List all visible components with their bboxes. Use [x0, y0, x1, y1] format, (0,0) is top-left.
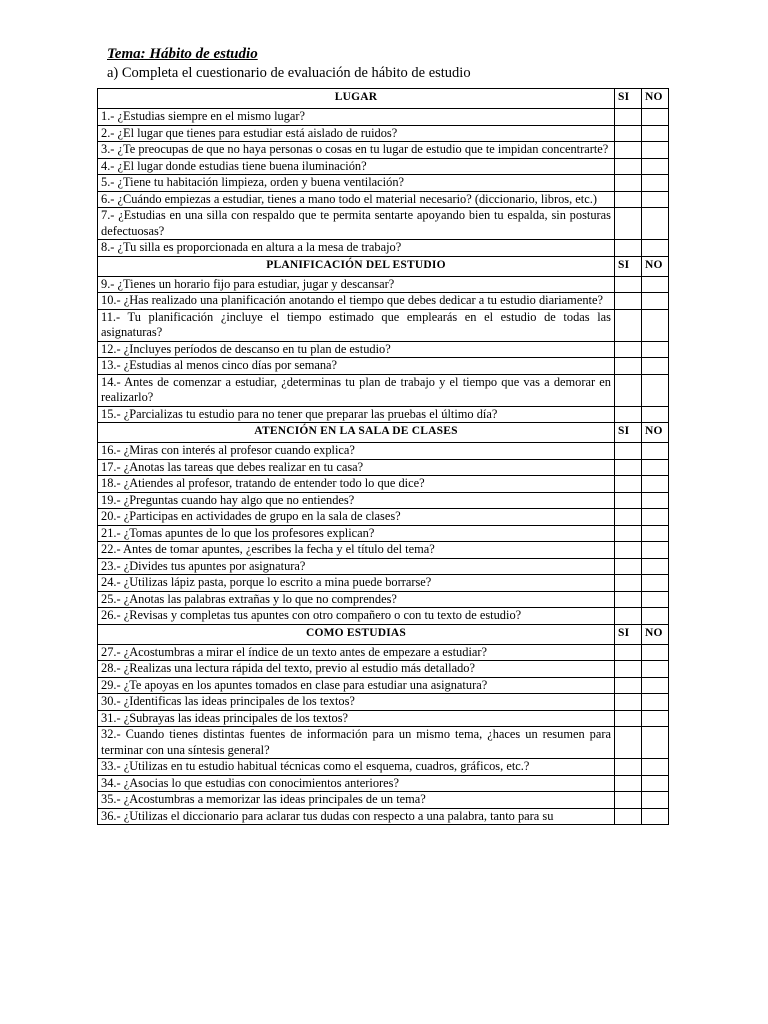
question-text: 7.- ¿Estudias en una silla con respaldo que te permita sentarte apoyando bien tu espalda, sin posturas defectuosas? [98, 208, 615, 240]
no-answer-box[interactable] [642, 727, 669, 759]
question-row [98, 374, 669, 406]
no-answer-box[interactable] [642, 644, 669, 661]
no-answer-box[interactable] [642, 591, 669, 608]
question-text: 36.- ¿Utilizas el diccionario para aclarar tus dudas con respecto a una palabra, tanto para su [98, 808, 615, 825]
question-text: 13.- ¿Estudias al menos cinco días por semana? [98, 358, 615, 375]
no-answer-box[interactable] [642, 443, 669, 460]
no-column-label: NO [642, 624, 669, 644]
si-answer-box[interactable] [615, 710, 642, 727]
no-answer-box[interactable] [642, 661, 669, 678]
si-column-label: SI [615, 256, 642, 276]
si-answer-box[interactable] [615, 591, 642, 608]
question-row [98, 492, 669, 509]
no-answer-box[interactable] [642, 191, 669, 208]
question-text: 10.- ¿Has realizado una planificación anotando el tiempo que debes dedicar a tu estudio diariamente? [98, 293, 615, 310]
si-answer-box[interactable] [615, 476, 642, 493]
question-text: 1.- ¿Estudias siempre en el mismo lugar? [98, 109, 615, 126]
question-text: 16.- ¿Miras con interés al profesor cuando explica? [98, 443, 615, 460]
question-text: 19.- ¿Preguntas cuando hay algo que no entiendes? [98, 492, 615, 509]
question-row [98, 525, 669, 542]
question-row [98, 158, 669, 175]
question-row [98, 476, 669, 493]
si-answer-box[interactable] [615, 808, 642, 825]
no-answer-box[interactable] [642, 309, 669, 341]
section-title: LUGAR [98, 89, 615, 109]
question-text: 11.- Tu planificación ¿incluye el tiempo estimado que emplearás en el estudio de todas las asignaturas? [98, 309, 615, 341]
si-answer-box[interactable] [615, 509, 642, 526]
section-header [98, 89, 669, 109]
no-answer-box[interactable] [642, 677, 669, 694]
section-header [98, 423, 669, 443]
question-text: 29.- ¿Te apoyas en los apuntes tomados en clase para estudiar una asignatura? [98, 677, 615, 694]
question-text: 20.- ¿Participas en actividades de grupo en la sala de clases? [98, 509, 615, 526]
question-row [98, 677, 669, 694]
question-text: 23.- ¿Divides tus apuntes por asignatura? [98, 558, 615, 575]
question-text: 8.- ¿Tu silla es proporcionada en altura a la mesa de trabajo? [98, 240, 615, 257]
question-row [98, 644, 669, 661]
section-title: ATENCIÓN EN LA SALA DE CLASES [98, 423, 615, 443]
question-row [98, 509, 669, 526]
question-text: 30.- ¿Identificas las ideas principales de los textos? [98, 694, 615, 711]
question-row [98, 608, 669, 625]
no-answer-box[interactable] [642, 240, 669, 257]
no-answer-box[interactable] [642, 792, 669, 809]
question-row [98, 276, 669, 293]
si-answer-box[interactable] [615, 727, 642, 759]
no-answer-box[interactable] [642, 374, 669, 406]
question-text: 28.- ¿Realizas una lectura rápida del texto, previo al estudio más detallado? [98, 661, 615, 678]
question-text: 33.- ¿Utilizas en tu estudio habitual técnicas como el esquema, cuadros, gráficos, etc.? [98, 759, 615, 776]
si-answer-box[interactable] [615, 677, 642, 694]
question-row [98, 240, 669, 257]
no-answer-box[interactable] [642, 608, 669, 625]
no-answer-box[interactable] [642, 509, 669, 526]
si-answer-box[interactable] [615, 175, 642, 192]
question-row [98, 759, 669, 776]
si-answer-box[interactable] [615, 792, 642, 809]
si-answer-box[interactable] [615, 374, 642, 406]
question-text: 24.- ¿Utilizas lápiz pasta, porque lo escrito a mina puede borrarse? [98, 575, 615, 592]
question-text: 27.- ¿Acostumbras a mirar el índice de un texto antes de empezare a estudiar? [98, 644, 615, 661]
question-text: 17.- ¿Anotas las tareas que debes realizar en tu casa? [98, 459, 615, 476]
question-text: 5.- ¿Tiene tu habitación limpieza, orden y buena ventilación? [98, 175, 615, 192]
question-row [98, 341, 669, 358]
si-answer-box[interactable] [615, 575, 642, 592]
si-answer-box[interactable] [615, 208, 642, 240]
si-answer-box[interactable] [615, 661, 642, 678]
section-header [98, 256, 669, 276]
si-answer-box[interactable] [615, 358, 642, 375]
no-answer-box[interactable] [642, 208, 669, 240]
question-row [98, 710, 669, 727]
question-row [98, 142, 669, 159]
question-row [98, 125, 669, 142]
si-answer-box[interactable] [615, 459, 642, 476]
question-text: 6.- ¿Cuándo empiezas a estudiar, tienes a mano todo el material necesario? (diccionario, libros, etc.) [98, 191, 615, 208]
no-answer-box[interactable] [642, 710, 669, 727]
no-answer-box[interactable] [642, 142, 669, 159]
question-row [98, 309, 669, 341]
question-row [98, 727, 669, 759]
questionnaire-body [98, 89, 669, 825]
question-text: 34.- ¿Asocias lo que estudias con conocimientos anteriores? [98, 775, 615, 792]
si-answer-box[interactable] [615, 109, 642, 126]
no-answer-box[interactable] [642, 542, 669, 559]
si-answer-box[interactable] [615, 759, 642, 776]
no-answer-box[interactable] [642, 109, 669, 126]
question-row [98, 293, 669, 310]
si-answer-box[interactable] [615, 158, 642, 175]
no-answer-box[interactable] [642, 358, 669, 375]
question-text: 3.- ¿Te preocupas de que no haya personas o cosas en tu lugar de estudio que te impidan concentrarte? [98, 142, 615, 159]
si-answer-box[interactable] [615, 775, 642, 792]
no-answer-box[interactable] [642, 808, 669, 825]
questionnaire-table [97, 88, 669, 825]
no-column-label: NO [642, 89, 669, 109]
si-answer-box[interactable] [615, 443, 642, 460]
no-answer-box[interactable] [642, 276, 669, 293]
no-answer-box[interactable] [642, 476, 669, 493]
no-answer-box[interactable] [642, 175, 669, 192]
si-answer-box[interactable] [615, 309, 642, 341]
no-answer-box[interactable] [642, 775, 669, 792]
question-text: 32.- Cuando tienes distintas fuentes de información para un mismo tema, ¿haces un resumen para terminar con una síntesis general? [98, 727, 615, 759]
no-answer-box[interactable] [642, 406, 669, 423]
si-answer-box[interactable] [615, 191, 642, 208]
question-text: 31.- ¿Subrayas las ideas principales de los textos? [98, 710, 615, 727]
si-answer-box[interactable] [615, 142, 642, 159]
no-answer-box[interactable] [642, 492, 669, 509]
question-text: 4.- ¿El lugar donde estudias tiene buena iluminación? [98, 158, 615, 175]
si-answer-box[interactable] [615, 608, 642, 625]
question-text: 15.- ¿Parcializas tu estudio para no tener que preparar las pruebas el último día? [98, 406, 615, 423]
si-column-label: SI [615, 624, 642, 644]
si-answer-box[interactable] [615, 406, 642, 423]
question-row [98, 406, 669, 423]
section-title: PLANIFICACIÓN DEL ESTUDIO [98, 256, 615, 276]
no-answer-box[interactable] [642, 759, 669, 776]
question-text: 35.- ¿Acostumbras a memorizar las ideas principales de un tema? [98, 792, 615, 809]
si-answer-box[interactable] [615, 542, 642, 559]
question-text: 21.- ¿Tomas apuntes de lo que los profesores explican? [98, 525, 615, 542]
no-answer-box[interactable] [642, 575, 669, 592]
si-answer-box[interactable] [615, 341, 642, 358]
question-row [98, 558, 669, 575]
no-answer-box[interactable] [642, 558, 669, 575]
si-column-label: SI [615, 89, 642, 109]
question-row [98, 575, 669, 592]
question-row [98, 443, 669, 460]
si-answer-box[interactable] [615, 525, 642, 542]
question-text: 22.- Antes de tomar apuntes, ¿escribes la fecha y el título del tema? [98, 542, 615, 559]
si-answer-box[interactable] [615, 240, 642, 257]
si-column-label: SI [615, 423, 642, 443]
question-text: 25.- ¿Anotas las palabras extrañas y lo que no comprendes? [98, 591, 615, 608]
question-text: 9.- ¿Tienes un horario fijo para estudiar, jugar y descansar? [98, 276, 615, 293]
si-answer-box[interactable] [615, 694, 642, 711]
question-row [98, 191, 669, 208]
question-text: 26.- ¿Revisas y completas tus apuntes con otro compañero o con tu texto de estudio? [98, 608, 615, 625]
question-row [98, 208, 669, 240]
no-column-label: NO [642, 423, 669, 443]
section-header [98, 624, 669, 644]
question-text: 18.- ¿Atiendes al profesor, tratando de entender todo lo que dice? [98, 476, 615, 493]
question-row [98, 175, 669, 192]
question-row [98, 459, 669, 476]
question-row [98, 775, 669, 792]
no-answer-box[interactable] [642, 158, 669, 175]
si-answer-box[interactable] [615, 293, 642, 310]
question-row [98, 694, 669, 711]
no-answer-box[interactable] [642, 525, 669, 542]
no-answer-box[interactable] [642, 459, 669, 476]
question-row [98, 661, 669, 678]
question-row [98, 109, 669, 126]
no-answer-box[interactable] [642, 125, 669, 142]
instructions: a) Completa el cuestionario de evaluación de hábito de estudio [107, 65, 471, 81]
no-answer-box[interactable] [642, 694, 669, 711]
section-title: COMO ESTUDIAS [98, 624, 615, 644]
question-row [98, 808, 669, 825]
question-row [98, 591, 669, 608]
si-answer-box[interactable] [615, 492, 642, 509]
question-row [98, 792, 669, 809]
question-row [98, 358, 669, 375]
document-title: Tema: Hábito de estudio [107, 46, 258, 62]
si-answer-box[interactable] [615, 644, 642, 661]
no-column-label: NO [642, 256, 669, 276]
si-answer-box[interactable] [615, 276, 642, 293]
si-answer-box[interactable] [615, 125, 642, 142]
no-answer-box[interactable] [642, 293, 669, 310]
question-text: 12.- ¿Incluyes períodos de descanso en tu plan de estudio? [98, 341, 615, 358]
question-row [98, 542, 669, 559]
question-text: 2.- ¿El lugar que tienes para estudiar está aislado de ruidos? [98, 125, 615, 142]
question-text: 14.- Antes de comenzar a estudiar, ¿determinas tu plan de trabajo y el tiempo que vas a demorar en realizarlo? [98, 374, 615, 406]
si-answer-box[interactable] [615, 558, 642, 575]
no-answer-box[interactable] [642, 341, 669, 358]
